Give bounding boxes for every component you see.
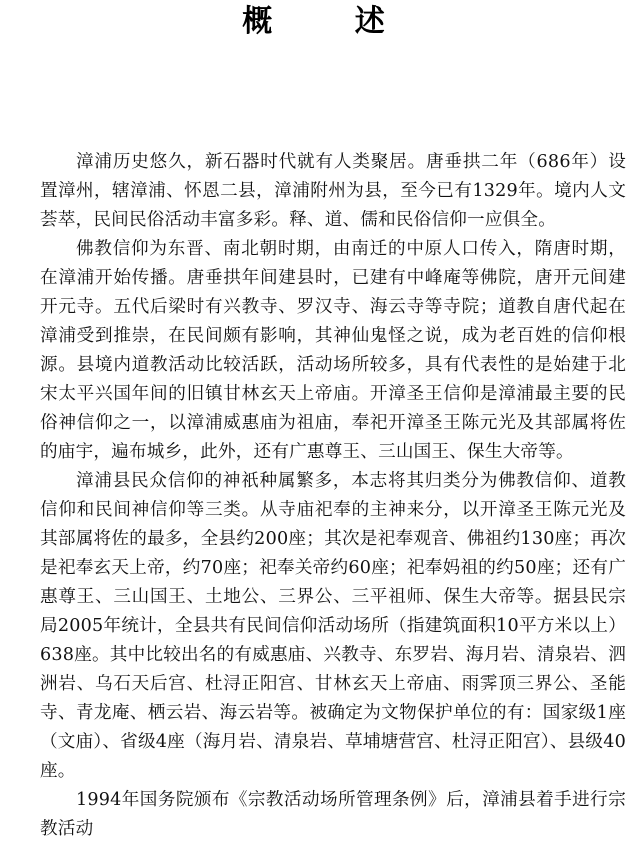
paragraph-regulations: 1994年国务院颁布《宗教活动场所管理条例》后，漳浦县着手进行宗教活动 — [40, 790, 626, 839]
paragraph-folk-beliefs: 漳浦县民众信仰的神祇种属繁多，本志将其归类分为佛教信仰、道教信仰和民间神信仰等三类。从寺庙祀奉的主神来分，以开漳圣王陈元光及其部属将佐的最多，全县约200座；其次是祀奉观音、佛祖约130座；再次是祀奉玄天上帝，约70座；祀奉关帝约60座；祀奉妈祖的约50座；还有广惠尊王、三山国王、土地公、三界公、三平祖师、保生大帝等。据县民宗局2005年统计，全县共有民间信仰活动场所（指建筑面积10平方米以上）638座。其中比较出名的有威惠庙、兴教寺、东罗岩、海月岩、清泉岩、泗洲岩、乌石天后宫、杜浔正阳宫、甘林玄天上帝庙、雨霁顶三界公、圣能寺、青龙庵、栖云岩、海云岩等。被确定为文物保护单位的有：国家级1座（文庙）、省级4座（海月岩、清泉岩、草埔塘营宫、杜浔正阳宫）、县级40座。 — [40, 471, 626, 781]
body-text — [40, 148, 626, 844]
page-title: 概 述 — [242, 4, 421, 39]
paragraph-buddhism-taoism: 佛教信仰为东晋、南北朝时期，由南迁的中原人口传入，隋唐时期，在漳浦开始传播。唐垂拱年间建县时，已建有中峰庵等佛院，唐开元间建开元寺。五代后梁时有兴教寺、罗汉寺、海云寺等寺院；道教自唐代起在漳浦受到推崇，在民间颇有影响，其神仙鬼怪之说，成为老百姓的信仰根源。县境内道教活动比较活跃，活动场所较多，具有代表性的是始建于北宋太平兴国年间的旧镇甘林玄天上帝庙。开漳圣王信仰是漳浦最主要的民俗神信仰之一，以漳浦威惠庙为祖庙，奉祀开漳圣王陈元光及其部属将佐的庙宇，遍布城乡，此外，还有广惠尊王、三山国王、保生大帝等。 — [40, 239, 626, 462]
paragraph-history: 漳浦历史悠久，新石器时代就有人类聚居。唐垂拱二年（686年）设置漳州，辖漳浦、怀恩二县，漳浦附州为县，至今已有1329年。境内人文荟萃，民间民俗活动丰富多彩。释、道、儒和民俗信仰一应俱全。 — [40, 152, 626, 230]
